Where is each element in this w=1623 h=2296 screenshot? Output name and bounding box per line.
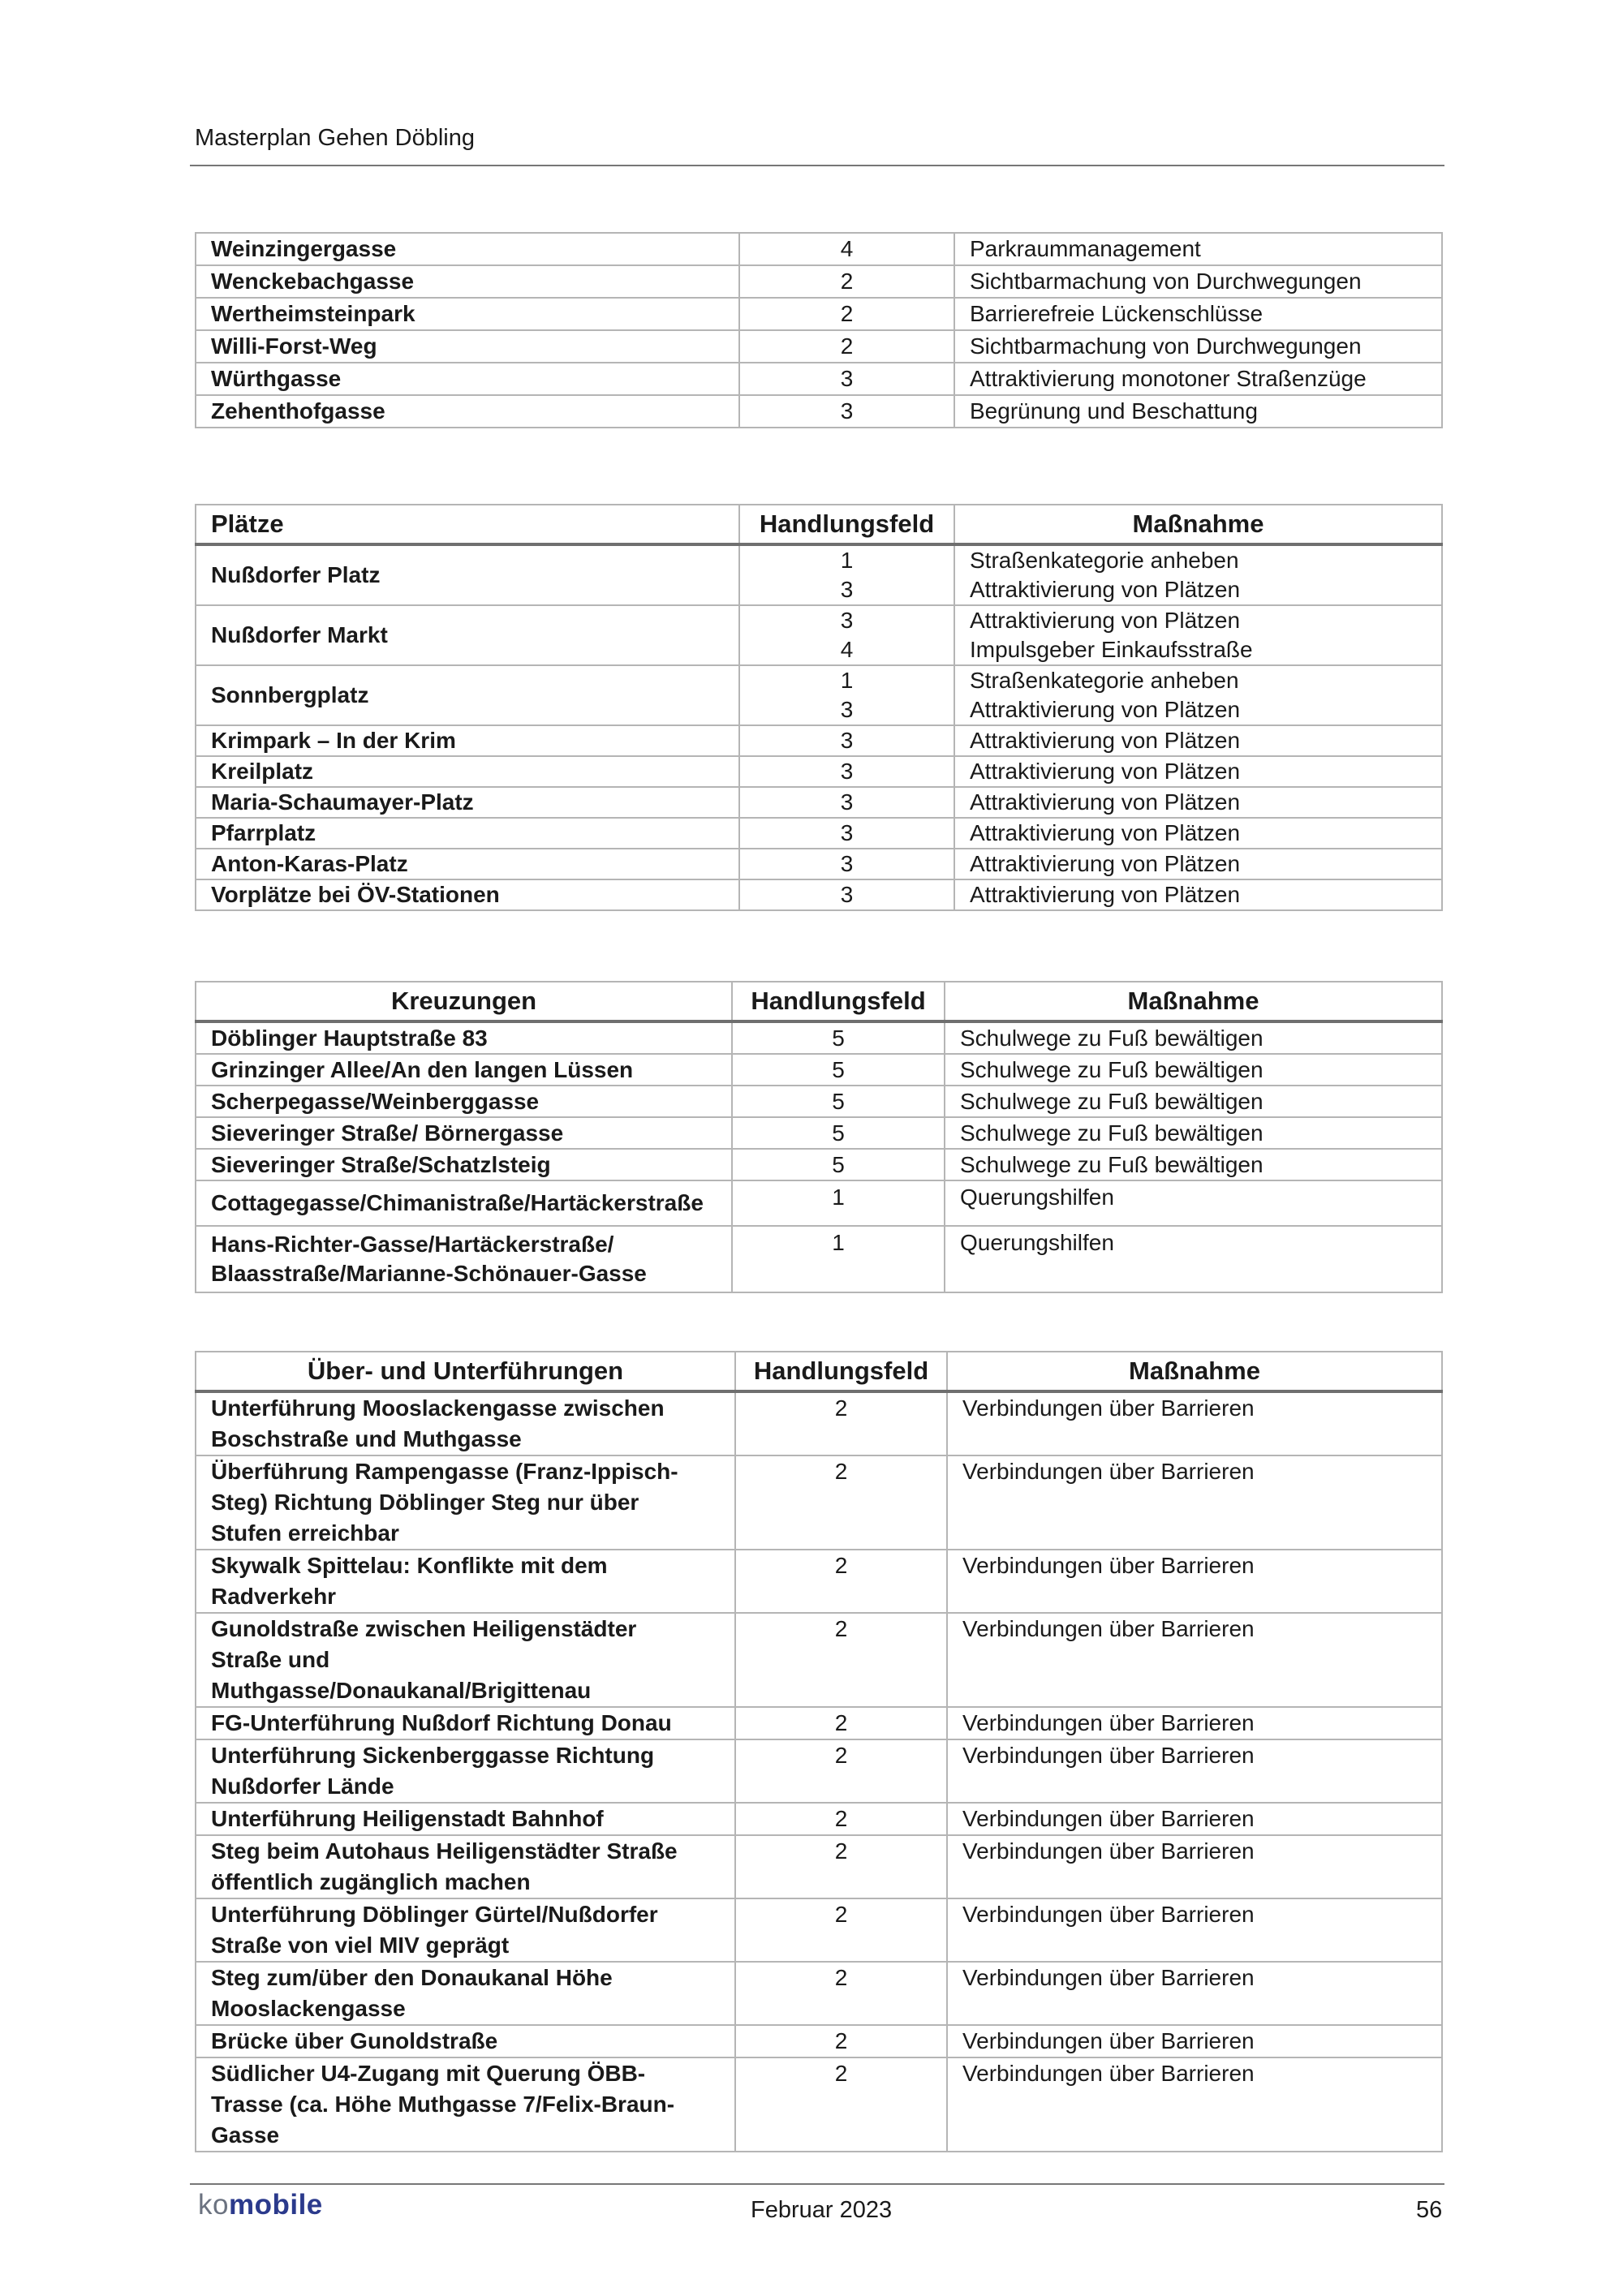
unterfuehrung-name-line: Unterführung Heiligenstadt Bahnhof bbox=[211, 1806, 604, 1831]
platz-name: Kreilplatz bbox=[196, 756, 739, 787]
platz-name: Maria-Schaumayer-Platz bbox=[196, 787, 739, 818]
unterfuehrung-name-line: Gasse bbox=[211, 2122, 280, 2148]
unterfuehrung-name bbox=[196, 1550, 735, 1613]
table-row bbox=[196, 1054, 1442, 1086]
unterfuehrung-name bbox=[196, 1835, 735, 1898]
handlungsfeld-value: 2 bbox=[739, 330, 954, 363]
unterfuehrung-name-line: Straße und bbox=[211, 1647, 330, 1672]
table-row bbox=[196, 1898, 1442, 1962]
handlungsfeld-value: 5 bbox=[732, 1021, 945, 1054]
unterfuehrung-name-line: Mooslackengasse bbox=[211, 1996, 406, 2021]
massnahme-value: Verbindungen über Barrieren bbox=[947, 1613, 1442, 1707]
street-name: Wenckebachgasse bbox=[196, 265, 739, 298]
table-row bbox=[196, 1391, 1442, 1455]
massnahme-value bbox=[954, 605, 1442, 665]
table-row bbox=[196, 2025, 1442, 2057]
massnahme-value: Verbindungen über Barrieren bbox=[947, 1550, 1442, 1613]
unterfuehrung-name-line: Steg zum/über den Donaukanal Höhe bbox=[211, 1965, 613, 1990]
street-name: Weinzingergasse bbox=[196, 233, 739, 265]
massnahme-value: Schulwege zu Fuß bewältigen bbox=[945, 1054, 1442, 1086]
handlungsfeld-value: 2 bbox=[735, 2025, 947, 2057]
footer-divider bbox=[190, 2183, 1444, 2185]
table-row bbox=[196, 787, 1442, 818]
kreuzung-name: Grinzinger Allee/An den langen Lüssen bbox=[196, 1054, 732, 1086]
unterfuehrung-name-line: Unterführung Sickenberggasse Richtung bbox=[211, 1743, 655, 1768]
table-row bbox=[196, 1835, 1442, 1898]
massnahme-value: Parkraummanagement bbox=[954, 233, 1442, 265]
unterfuehrung-name-line: Muthgasse/Donaukanal/Brigittenau bbox=[211, 1678, 592, 1703]
streets-table bbox=[195, 232, 1443, 428]
handlungsfeld-value: 2 bbox=[735, 1707, 947, 1739]
unterfuehrung-name bbox=[196, 1898, 735, 1962]
kreuzung-name: Sieveringer Straße/Schatzlsteig bbox=[196, 1149, 732, 1180]
handlungsfeld-line: 3 bbox=[840, 608, 854, 633]
table-row bbox=[196, 1455, 1442, 1550]
handlungsfeld-value bbox=[739, 605, 954, 665]
massnahme-value: Attraktivierung von Plätzen bbox=[954, 725, 1442, 756]
kreuzung-name: Scherpegasse/Weinberggasse bbox=[196, 1086, 732, 1117]
handlungsfeld-value: 3 bbox=[739, 395, 954, 428]
massnahme-value: Verbindungen über Barrieren bbox=[947, 1739, 1442, 1803]
massnahme-value: Querungshilfen bbox=[945, 1226, 1442, 1292]
table-row bbox=[196, 1803, 1442, 1835]
massnahme-line: Attraktivierung von Plätzen bbox=[970, 697, 1241, 722]
table-row bbox=[196, 1613, 1442, 1707]
massnahme-value: Sichtbarmachung von Durchwegungen bbox=[954, 330, 1442, 363]
kreuzungen-table bbox=[195, 981, 1443, 1293]
handlungsfeld-value: 5 bbox=[732, 1086, 945, 1117]
massnahme-value: Verbindungen über Barrieren bbox=[947, 1962, 1442, 2025]
unterfuehrung-name-line: Brücke über Gunoldstraße bbox=[211, 2028, 498, 2053]
massnahme-value: Attraktivierung von Plätzen bbox=[954, 818, 1442, 849]
table-row bbox=[196, 605, 1442, 665]
table-header-row bbox=[196, 1352, 1442, 1391]
handlungsfeld-value: 3 bbox=[739, 879, 954, 910]
ueber-table-body bbox=[196, 1391, 1442, 2152]
table-header-row bbox=[196, 505, 1442, 544]
street-name: Zehenthofgasse bbox=[196, 395, 739, 428]
handlungsfeld-value: 2 bbox=[735, 1962, 947, 2025]
column-header-plaetze: Plätze bbox=[196, 505, 739, 544]
table-row bbox=[196, 1117, 1442, 1149]
massnahme-value: Attraktivierung von Plätzen bbox=[954, 879, 1442, 910]
table-row bbox=[196, 1086, 1442, 1117]
massnahme-value: Verbindungen über Barrieren bbox=[947, 1835, 1442, 1898]
table-row bbox=[196, 849, 1442, 879]
handlungsfeld-value: 2 bbox=[735, 1803, 947, 1835]
table-row bbox=[196, 818, 1442, 849]
kreuzung-name: Sieveringer Straße/ Börnergasse bbox=[196, 1117, 732, 1149]
table-row bbox=[196, 1149, 1442, 1180]
unterfuehrung-name bbox=[196, 2025, 735, 2057]
handlungsfeld-value: 2 bbox=[735, 1835, 947, 1898]
column-header-kreuzungen: Kreuzungen bbox=[196, 982, 732, 1021]
handlungsfeld-value: 3 bbox=[739, 756, 954, 787]
unterfuehrung-name bbox=[196, 1962, 735, 2025]
kreuzung-name: Döblinger Hauptstraße 83 bbox=[196, 1021, 732, 1054]
table-row bbox=[196, 879, 1442, 910]
header-divider bbox=[190, 165, 1444, 166]
massnahme-value: Verbindungen über Barrieren bbox=[947, 1391, 1442, 1455]
unterfuehrung-name-line: Stufen erreichbar bbox=[211, 1520, 399, 1546]
handlungsfeld-value: 4 bbox=[739, 233, 954, 265]
massnahme-value: Verbindungen über Barrieren bbox=[947, 1803, 1442, 1835]
handlungsfeld-value bbox=[739, 544, 954, 605]
massnahme-value: Verbindungen über Barrieren bbox=[947, 2025, 1442, 2057]
table-row bbox=[196, 298, 1442, 330]
street-name: Würthgasse bbox=[196, 363, 739, 395]
column-header-ueber-unterfuehrungen: Über- und Unterführungen bbox=[196, 1352, 735, 1391]
column-header-handlungsfeld: Handlungsfeld bbox=[739, 505, 954, 544]
table-row bbox=[196, 1226, 1442, 1292]
unterfuehrung-name-line: Gunoldstraße zwischen Heiligenstädter bbox=[211, 1616, 637, 1641]
table-row bbox=[196, 725, 1442, 756]
handlungsfeld-value: 2 bbox=[735, 2057, 947, 2152]
massnahme-line: Attraktivierung von Plätzen bbox=[970, 577, 1241, 602]
unterfuehrung-name bbox=[196, 2057, 735, 2152]
table-row bbox=[196, 1180, 1442, 1226]
unterfuehrung-name-line: FG-Unterführung Nußdorf Richtung Donau bbox=[211, 1710, 672, 1735]
handlungsfeld-value: 5 bbox=[732, 1054, 945, 1086]
handlungsfeld-value: 2 bbox=[735, 1455, 947, 1550]
massnahme-value: Verbindungen über Barrieren bbox=[947, 2057, 1442, 2152]
massnahme-line: Attraktivierung von Plätzen bbox=[970, 608, 1241, 633]
table-row bbox=[196, 665, 1442, 725]
unterfuehrung-name bbox=[196, 1613, 735, 1707]
unterfuehrung-name bbox=[196, 1707, 735, 1739]
kreuzung-name bbox=[196, 1226, 732, 1292]
handlungsfeld-line: 3 bbox=[840, 577, 854, 602]
kreuzung-name-line: Blaasstraße/Marianne-Schönauer-Gasse bbox=[211, 1261, 647, 1286]
massnahme-value: Schulwege zu Fuß bewältigen bbox=[945, 1149, 1442, 1180]
massnahme-line: Straßenkategorie anheben bbox=[970, 668, 1239, 693]
handlungsfeld-line: 1 bbox=[840, 548, 854, 573]
table-row bbox=[196, 544, 1442, 605]
page-header-title: Masterplan Gehen Döbling bbox=[195, 125, 475, 151]
unterfuehrung-name-line: Boschstraße und Muthgasse bbox=[211, 1426, 522, 1451]
handlungsfeld-value: 3 bbox=[739, 363, 954, 395]
massnahme-value: Verbindungen über Barrieren bbox=[947, 1455, 1442, 1550]
massnahme-value: Querungshilfen bbox=[945, 1180, 1442, 1226]
massnahme-value: Verbindungen über Barrieren bbox=[947, 1707, 1442, 1739]
massnahme-value: Begrünung und Beschattung bbox=[954, 395, 1442, 428]
page-number: 56 bbox=[1416, 2197, 1443, 2223]
unterfuehrung-name bbox=[196, 1803, 735, 1835]
unterfuehrung-name bbox=[196, 1739, 735, 1803]
massnahme-value bbox=[954, 544, 1442, 605]
massnahme-value: Schulwege zu Fuß bewältigen bbox=[945, 1086, 1442, 1117]
table-row bbox=[196, 1021, 1442, 1054]
handlungsfeld-line: 1 bbox=[840, 668, 854, 693]
massnahme-value: Barrierefreie Lückenschlüsse bbox=[954, 298, 1442, 330]
table-row bbox=[196, 330, 1442, 363]
unterfuehrung-name-line: Trasse (ca. Höhe Muthgasse 7/Felix-Braun- bbox=[211, 2092, 675, 2117]
unterfuehrung-name-line: Unterführung Mooslackengasse zwischen bbox=[211, 1395, 665, 1421]
unterfuehrung-name-line: Steg beim Autohaus Heiligenstädter Straße bbox=[211, 1838, 678, 1864]
handlungsfeld-value: 3 bbox=[739, 818, 954, 849]
street-name: Wertheimsteinpark bbox=[196, 298, 739, 330]
platz-name: Pfarrplatz bbox=[196, 818, 739, 849]
unterfuehrung-name-line: Überführung Rampengasse (Franz-Ippisch- bbox=[211, 1459, 678, 1484]
table-row bbox=[196, 1707, 1442, 1739]
massnahme-line: Impulsgeber Einkaufsstraße bbox=[970, 637, 1253, 662]
unterfuehrung-name bbox=[196, 1391, 735, 1455]
handlungsfeld-value: 5 bbox=[732, 1149, 945, 1180]
handlungsfeld-value: 2 bbox=[735, 1613, 947, 1707]
table-row bbox=[196, 265, 1442, 298]
handlungsfeld-value: 3 bbox=[739, 849, 954, 879]
handlungsfeld-value: 3 bbox=[739, 787, 954, 818]
massnahme-value: Attraktivierung von Plätzen bbox=[954, 787, 1442, 818]
platz-name: Anton-Karas-Platz bbox=[196, 849, 739, 879]
table-row bbox=[196, 395, 1442, 428]
komobile-logo bbox=[198, 2189, 323, 2221]
handlungsfeld-value: 2 bbox=[735, 1739, 947, 1803]
handlungsfeld-value: 2 bbox=[735, 1391, 947, 1455]
footer-date: Februar 2023 bbox=[751, 2197, 893, 2223]
massnahme-value bbox=[954, 665, 1442, 725]
table-row bbox=[196, 363, 1442, 395]
handlungsfeld-value: 2 bbox=[735, 1898, 947, 1962]
column-header-massnahme: Maßnahme bbox=[945, 982, 1442, 1021]
table-header-row bbox=[196, 982, 1442, 1021]
handlungsfeld-value: 2 bbox=[735, 1550, 947, 1613]
handlungsfeld-value: 1 bbox=[732, 1180, 945, 1226]
handlungsfeld-value: 2 bbox=[739, 265, 954, 298]
platz-name: Vorplätze bei ÖV-Stationen bbox=[196, 879, 739, 910]
massnahme-value: Attraktivierung monotoner Straßenzüge bbox=[954, 363, 1442, 395]
column-header-massnahme: Maßnahme bbox=[947, 1352, 1442, 1391]
handlungsfeld-value: 3 bbox=[739, 725, 954, 756]
massnahme-value: Verbindungen über Barrieren bbox=[947, 1898, 1442, 1962]
logo-text-mobile: mobile bbox=[228, 2189, 323, 2221]
plaetze-table bbox=[195, 504, 1443, 911]
massnahme-value: Sichtbarmachung von Durchwegungen bbox=[954, 265, 1442, 298]
column-header-handlungsfeld: Handlungsfeld bbox=[735, 1352, 947, 1391]
handlungsfeld-value: 2 bbox=[739, 298, 954, 330]
massnahme-value: Attraktivierung von Plätzen bbox=[954, 756, 1442, 787]
unterfuehrung-name-line: Unterführung Döblinger Gürtel/Nußdorfer bbox=[211, 1902, 658, 1927]
kreuzung-name: Cottagegasse/Chimanistraße/Hartäckerstraße bbox=[196, 1180, 732, 1226]
handlungsfeld-line: 3 bbox=[840, 697, 854, 722]
platz-name: Sonnbergplatz bbox=[196, 665, 739, 725]
handlungsfeld-value: 1 bbox=[732, 1226, 945, 1292]
table-row bbox=[196, 1739, 1442, 1803]
platz-name: Nußdorfer Platz bbox=[196, 544, 739, 605]
unterfuehrung-name-line: Nußdorfer Lände bbox=[211, 1774, 394, 1799]
handlungsfeld-value bbox=[739, 665, 954, 725]
massnahme-value: Attraktivierung von Plätzen bbox=[954, 849, 1442, 879]
column-header-massnahme: Maßnahme bbox=[954, 505, 1442, 544]
table-row bbox=[196, 1962, 1442, 2025]
kreuzung-name-line: Hans-Richter-Gasse/Hartäckerstraße/ bbox=[211, 1232, 614, 1257]
platz-name: Nußdorfer Markt bbox=[196, 605, 739, 665]
street-name: Willi-Forst-Weg bbox=[196, 330, 739, 363]
massnahme-line: Straßenkategorie anheben bbox=[970, 548, 1239, 573]
handlungsfeld-value: 5 bbox=[732, 1117, 945, 1149]
handlungsfeld-line: 4 bbox=[840, 637, 854, 662]
unterfuehrung-name bbox=[196, 1455, 735, 1550]
column-header-handlungsfeld: Handlungsfeld bbox=[732, 982, 945, 1021]
unterfuehrung-name-line: öffentlich zugänglich machen bbox=[211, 1869, 531, 1894]
unterfuehrung-name-line: Steg) Richtung Döblinger Steg nur über bbox=[211, 1490, 639, 1515]
table-row bbox=[196, 1550, 1442, 1613]
unterfuehrung-name-line: Straße von viel MIV geprägt bbox=[211, 1933, 510, 1958]
massnahme-value: Schulwege zu Fuß bewältigen bbox=[945, 1021, 1442, 1054]
table-row bbox=[196, 233, 1442, 265]
table-row bbox=[196, 2057, 1442, 2152]
unterfuehrung-name-line: Radverkehr bbox=[211, 1584, 337, 1609]
ueber-unterfuehrungen-table bbox=[195, 1351, 1443, 2152]
unterfuehrung-name-line: Südlicher U4-Zugang mit Querung ÖBB- bbox=[211, 2061, 646, 2086]
unterfuehrung-name-line: Skywalk Spittelau: Konflikte mit dem bbox=[211, 1553, 608, 1578]
platz-name: Krimpark – In der Krim bbox=[196, 725, 739, 756]
massnahme-value: Schulwege zu Fuß bewältigen bbox=[945, 1117, 1442, 1149]
table-row bbox=[196, 756, 1442, 787]
logo-text-ko: ko bbox=[198, 2189, 229, 2221]
